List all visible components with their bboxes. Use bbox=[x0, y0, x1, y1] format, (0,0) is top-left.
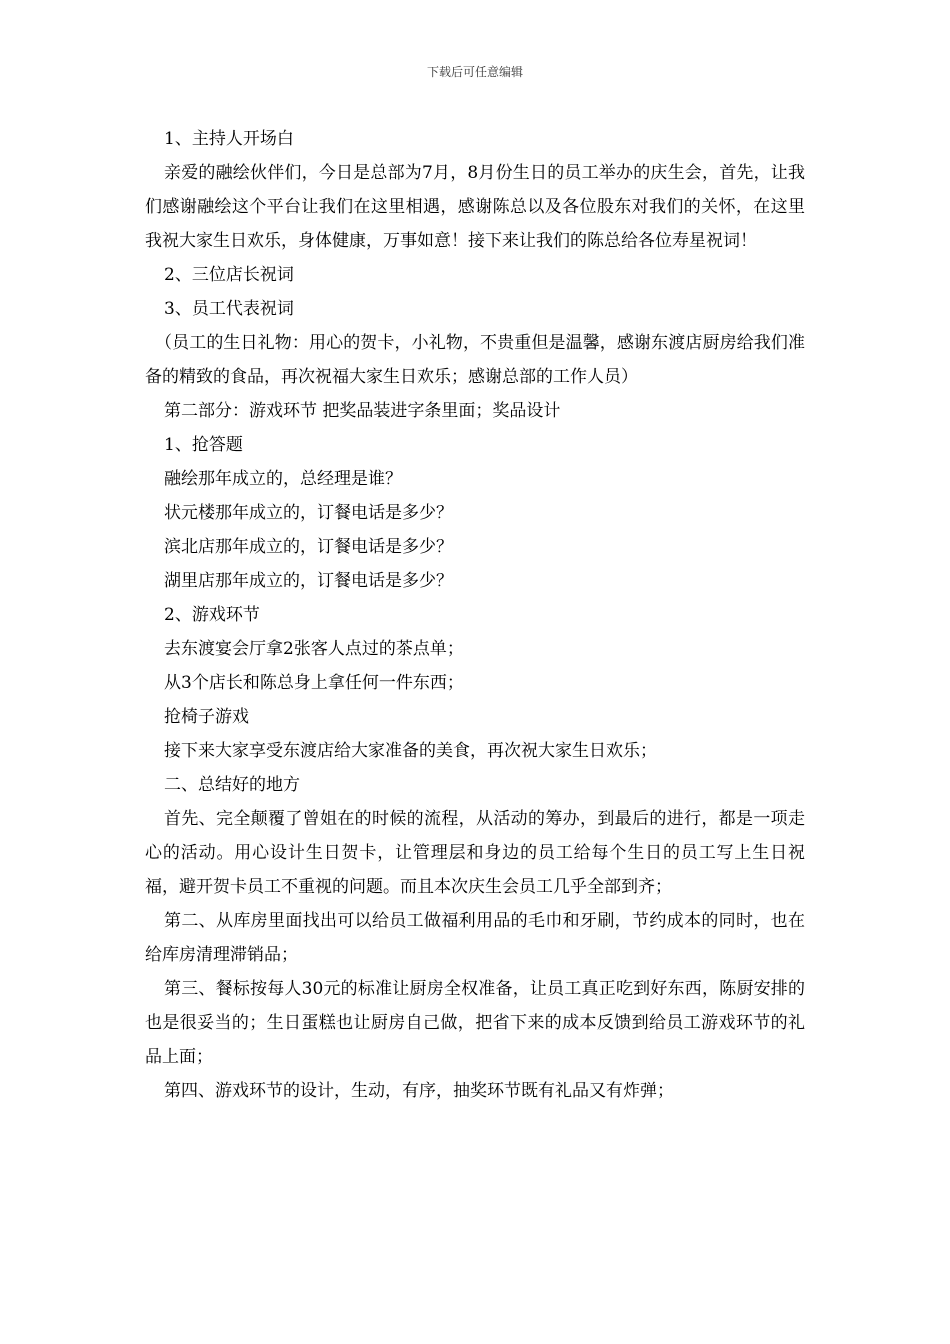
list-item: 状元楼那年成立的，订餐电话是多少？ bbox=[164, 503, 453, 523]
section-heading-store-managers: 2、三位店长祝词 bbox=[164, 265, 294, 285]
paragraph-summary-third: 第三、餐标按每人30元的标准让厨房全权准备，让员工真正吃到好东西，陈厨安排的也是很妥当的；生日蛋糕也让厨房自己做，把省下来的成本反馈到给员工游戏环节的礼品上面； bbox=[145, 979, 805, 1067]
paragraph-gift-note: （员工的生日礼物：用心的贺卡，小礼物，不贵重但是温馨，感谢东渡店厨房给我们准备的精致的食品，再次祝福大家生日欢乐；感谢总部的工作人员） bbox=[145, 333, 805, 387]
paragraph-closing: 接下来大家享受东渡店给大家准备的美食，再次祝大家生日欢乐； bbox=[164, 741, 657, 761]
list-item: 湖里店那年成立的，订餐电话是多少？ bbox=[164, 571, 453, 591]
subheading-quiz: 1、抢答题 bbox=[164, 435, 243, 455]
subheading-games: 2、游戏环节 bbox=[164, 605, 260, 625]
paragraph-opening-speech: 亲爱的融绘伙伴们，今日是总部为7月，8月份生日的员工举办的庆生会，首先，让我们感谢融绘这个平台让我们在这里相遇，感谢陈总以及各位股东对我们的关怀，在这里我祝大家生日欢乐，身体健康，万事如意！接下来让我们的陈总给各位寿星祝词！ bbox=[145, 163, 805, 251]
paragraph-summary-first: 首先、完全颠覆了曾姐在的时候的流程，从活动的筹办，到最后的进行，都是一项走心的活动。用心设计生日贺卡，让管理层和身边的员工给每个生日的员工写上生日祝福，避开贺卡员工不重视的问题。而且本次庆生会员工几乎全部到齐； bbox=[145, 809, 805, 897]
list-item: 滨北店那年成立的，订餐电话是多少？ bbox=[164, 537, 453, 557]
list-item: 融绘那年成立的，总经理是谁？ bbox=[164, 469, 402, 489]
list-item: 去东渡宴会厅拿2张客人点过的茶点单； bbox=[164, 639, 464, 659]
section-heading-summary: 二、总结好的地方 bbox=[164, 775, 300, 795]
page-header: 下载后可任意编辑 bbox=[426, 65, 523, 79]
list-item: 从3个店长和陈总身上拿任何一件东西； bbox=[164, 673, 464, 693]
list-item: 抢椅子游戏 bbox=[164, 707, 249, 727]
section-heading-employee-rep: 3、员工代表祝词 bbox=[164, 299, 294, 319]
document-body bbox=[145, 122, 805, 1108]
paragraph-summary-second: 第二、从库房里面找出可以给员工做福利用品的毛巾和牙刷，节约成本的同时，也在给库房清理滞销品； bbox=[145, 911, 805, 965]
paragraph-summary-fourth: 第四、游戏环节的设计，生动，有序，抽奖环节既有礼品又有炸弹； bbox=[164, 1081, 674, 1101]
section-heading-part-two: 第二部分：游戏环节 把奖品装进字条里面；奖品设计 bbox=[164, 401, 561, 421]
section-heading-host-opening: 1、主持人开场白 bbox=[164, 129, 294, 149]
